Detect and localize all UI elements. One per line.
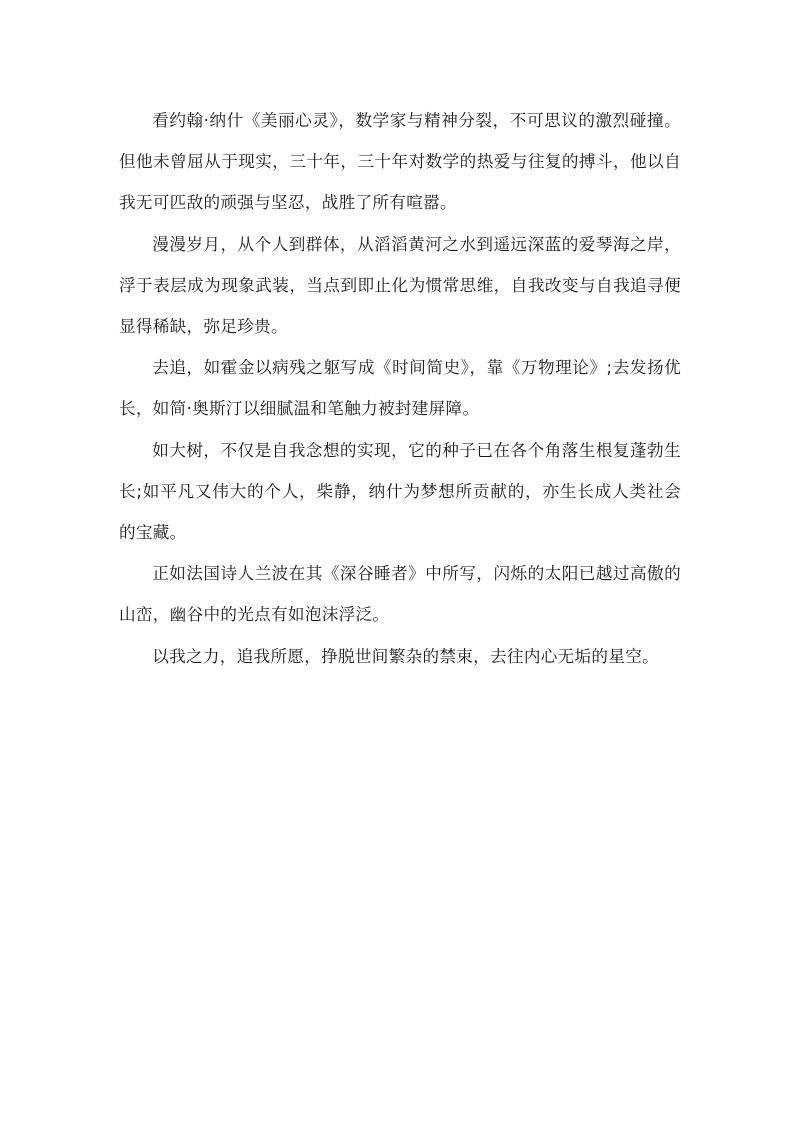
paragraph-3: 去追，如霍金以病残之躯写成《时间简史》，靠《万物理论》;去发扬优长，如简·奥斯汀以细腻温和笔触力被封建屏障。 — [119, 358, 681, 419]
paragraph-2: 漫漫岁月，从个人到群体，从滔滔黄河之水到遥远深蓝的爱琴海之岸，浮于表层成为现象武装，当点到即止化为惯常思维，自我改变与自我追寻便显得稀缺，弥足珍贵。 — [119, 234, 681, 337]
paragraph-5: 正如法国诗人兰波在其《深谷睡者》中所写，闪烁的太阳已越过高傲的山峦，幽谷中的光点有如泡沫浮泛。 — [119, 564, 681, 625]
paragraph-4: 如大树，不仅是自我念想的实现，它的种子已在各个角落生根复蓬勃生长;如平凡又伟大的个人，柴静，纳什为梦想所贡献的，亦生长成人类社会的宝藏。 — [119, 440, 681, 543]
paragraph-1: 看约翰·纳什《美丽心灵》，数学家与精神分裂，不可思议的激烈碰撞。但他未曾屈从于现实，三十年，三十年对数学的热爱与往复的搏斗，他以自我无可匹敌的顽强与坚忍，战胜了所有喧嚣。 — [119, 111, 681, 213]
document-body — [119, 100, 681, 677]
paragraph-6: 以我之力，追我所愿，挣脱世间繁杂的禁束，去往内心无垢的星空。 — [152, 646, 659, 666]
